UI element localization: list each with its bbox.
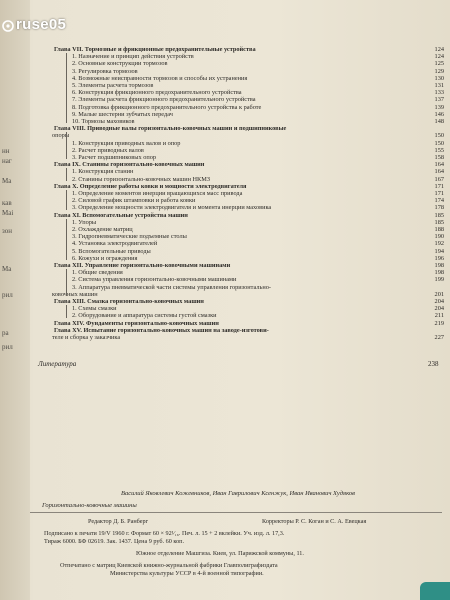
toc-bracket: [66, 219, 67, 260]
toc-entry-text: 2. Основные конструкции тормозов: [72, 60, 168, 68]
toc-entry-page: 227: [434, 334, 444, 341]
toc-entry-text: Глава VII. Тормозные и фрикционные предохранительные устройства: [54, 46, 256, 53]
imprint-print-1: Отпечатано с матриц Киевской книжно-журнальной фабрики Главполиграфиздата: [60, 562, 278, 569]
toc-entry-page: 196: [434, 254, 444, 262]
toc-entry-page: 164: [434, 161, 444, 169]
toc-entry-text: 5. Вспомогательные приводы: [72, 247, 151, 255]
toc-entry-text: 7. Элементы расчета фрикционного предохранительного устройства: [72, 96, 256, 104]
toc-entry-page: 185: [434, 218, 444, 226]
margin-fragment: ра: [2, 329, 9, 337]
literature-label: Литература: [38, 360, 77, 368]
toc-entry-text: 4. Установка электродвигателей: [72, 240, 158, 248]
watermark-logo-icon: [2, 19, 14, 31]
toc-entry-page: 211: [434, 312, 444, 320]
toc-entry-text: 6. Кожухи и ограждения: [72, 254, 138, 262]
toc-entry-text: 1. Упоры: [72, 218, 97, 226]
toc-bracket: [66, 190, 67, 210]
toc-entry-page: 164: [434, 168, 444, 176]
toc-entry-page: 146: [434, 110, 444, 118]
margin-fragment: зон: [2, 227, 12, 235]
margin-fragment: Ма: [2, 177, 12, 185]
toc-entry-page: 198: [434, 269, 444, 277]
imprint-authors: Василий Яковлевич Кожевников, Иван Гаврилович Ксенжук, Иван Иванович Худяков: [121, 490, 355, 497]
toc-entry-text: 2. Силовой график штамповки и работа ковки: [72, 197, 196, 205]
toc-entry-page: 150: [434, 139, 444, 147]
watermark-brand: ruse05: [16, 16, 67, 33]
toc-entry-page: 125: [434, 60, 444, 68]
toc-entry-text: 5. Элементы расчета тормозов: [72, 82, 154, 89]
toc-bracket: [66, 132, 67, 159]
toc-entry-text: 2. Охлаждение матриц: [72, 226, 133, 233]
toc-entry-text: 1. Определение моментов инерции вращающихся масс привода: [72, 190, 243, 197]
toc-entry-text: Глава VIII. Приводные валы горизонтально-ковочных машин и подшипниковые: [54, 125, 287, 133]
imprint-print-2: Министерства культуры УССР в 4-й военной типографии.: [110, 570, 264, 577]
toc-entry-text: 2. Расчет приводных валов: [72, 146, 144, 154]
margin-fragment: Маі: [2, 209, 14, 217]
toc-entry-page: 148: [434, 118, 444, 125]
imprint-rule: [30, 512, 442, 513]
toc-entry-text: Глава XIII. Смазка горизонтально-ковочных машин: [54, 298, 204, 305]
toc-entry-text: 3. Расчет подшипниковых опор: [72, 154, 157, 161]
toc-entry-text: 9. Малые шестерни зубчатых передач: [72, 110, 173, 118]
toc-entry-text: 1. Общие сведения: [72, 269, 123, 277]
toc-entry-text: Глава X. Определение работы ковки и мощности электродвигателя: [54, 182, 247, 190]
margin-fragment: кав: [2, 199, 12, 207]
toc-entry-page: 158: [434, 154, 444, 161]
toc-entry-page: 131: [434, 82, 444, 89]
toc-entry-page: 150: [434, 132, 444, 140]
toc-entry-text: 6. Конструкция фрикционного предохранительного устройства: [72, 89, 242, 97]
toc-entry-text: 1. Назначение и принцип действия устройств: [72, 53, 194, 61]
toc-entry-text: 8. Подготовка фрикционного предохранительного устройства к работе: [72, 103, 262, 111]
margin-fragment: рил: [2, 343, 13, 351]
imprint-line-1: Подписано к печати 19/V 1960 г. Формат 60 × 92¹⁄₁₆. Печ. л. 15 + 2 вклейки. Уч. изд. л. 17,3.: [44, 530, 285, 537]
margin-fragment: наг: [2, 157, 12, 165]
toc-entry-page: 129: [434, 67, 444, 75]
margin-fragment: Ма: [2, 265, 12, 273]
corner-badge: [420, 582, 450, 600]
toc-entry-text: 4. Возможные неисправности тормозов и способы их устранения: [72, 74, 248, 82]
previous-page-margin: [0, 0, 30, 600]
toc-entry-page: 178: [434, 204, 444, 212]
toc-entry-text: 3. Регулировка тормозов: [72, 67, 138, 75]
toc-entry-text: Глава XII. Управление горизонтально-ковочными машинами: [54, 262, 231, 269]
toc-entry-page: 130: [434, 74, 444, 82]
toc-entry-page: 155: [434, 146, 444, 154]
toc-entry-text: теле и сборка у заказчика: [52, 334, 121, 341]
toc-entry-text: 3. Аппаратура пневматической части системы управления горизонтально-: [72, 283, 271, 291]
toc-entry-text: 2. Система управления горизонтально-ковочными машинами: [72, 276, 237, 284]
toc-entry-text: 3. Определение мощности электродвигателя и момента инерции маховика: [72, 204, 272, 212]
toc-entry-page: 204: [434, 305, 444, 313]
toc-entry-text: 2. Станины горизонтально-ковочных машин НКМЗ: [72, 175, 211, 183]
toc-entry-page: 204: [434, 298, 444, 305]
imprint-line-2: Тираж 6000. БФ 02619. Зак. 1437. Цена 9 руб. 60 коп.: [44, 538, 185, 545]
toc-bracket: [66, 53, 67, 123]
toc-entry-page: 194: [434, 247, 444, 255]
toc-entry-page: 199: [434, 276, 444, 284]
toc-entry-text: 2. Оборудование и аппаратура системы густой смазки: [72, 312, 217, 320]
margin-fragment: нн: [2, 147, 10, 155]
toc-entry-text: Глава XI. Вспомогательные устройства машин: [54, 211, 188, 219]
toc-entry-page: 174: [434, 197, 444, 205]
toc-entry-text: 3. Гидропневматические подъемные столы: [72, 233, 187, 241]
literature-page: 238: [428, 360, 439, 368]
toc-bracket: [66, 269, 67, 296]
toc-entry-page: 201: [434, 290, 444, 298]
toc-entry-page: 188: [434, 226, 444, 233]
toc-entry-text: 10. Тормозы маховиков: [72, 118, 135, 125]
toc-entry-page: 192: [434, 240, 444, 248]
toc-entry-page: 219: [434, 319, 444, 327]
toc-entry-page: 137: [434, 96, 444, 104]
toc-entry-text: 1. Схемы смазки: [72, 305, 117, 313]
toc-entry-page: 171: [434, 190, 444, 197]
toc-entry-page: 190: [434, 233, 444, 241]
toc-entry-text: 1. Конструкция приводных валов и опор: [72, 139, 181, 147]
toc-entry-text: Глава IX. Станины горизонтально-ковочных машин: [54, 161, 205, 169]
toc-entry-page: 139: [434, 103, 444, 111]
toc-entry-page: 124: [434, 46, 444, 53]
imprint-correctors: Корректоры Р. С. Коган и С. А. Евецкая: [262, 518, 367, 525]
toc-entry-text: опоры: [52, 132, 70, 140]
toc-entry-page: 171: [434, 182, 444, 190]
toc-entry-text: 1. Конструкция станин: [72, 168, 134, 176]
imprint-publisher: Южное отделение Машгиза. Киев, ул. Парижской коммуны, 11.: [136, 550, 304, 557]
toc-bracket: [66, 305, 67, 318]
toc-entry-text: Глава XV. Испытание горизонтально-ковочных машин на заводе-изготови-: [54, 326, 269, 334]
toc-entry-page: 167: [434, 175, 444, 183]
toc-bracket: [66, 168, 67, 181]
toc-entry-page: 185: [434, 211, 444, 219]
toc-entry-text: Глава XIV. Фундаменты горизонтально-ковочных машин: [54, 319, 219, 327]
margin-fragment: рил: [2, 291, 13, 299]
toc-entry-page: 198: [434, 262, 444, 269]
toc-item-row: [32, 334, 444, 342]
toc-entry-page: 133: [434, 89, 444, 97]
imprint-title: Горизонтально-ковочные машины: [42, 502, 137, 509]
imprint-editor: Редактор Д. Б. Ранберг: [88, 518, 149, 525]
toc-entry-text: ковочных машин: [52, 290, 98, 298]
toc-entry-page: 124: [434, 53, 444, 61]
